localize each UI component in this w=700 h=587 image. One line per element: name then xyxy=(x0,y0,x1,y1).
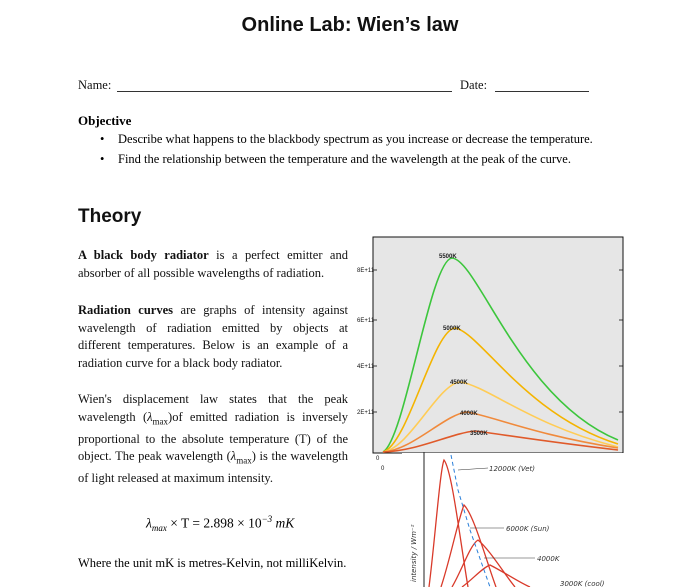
paragraph-radiation-curves: Radiation curves are graphs of intensity against wavelength of radiation emitted by objects at different temperatures. Below is an example of a radiation curve for a black body radiator. xyxy=(78,303,348,370)
sketch-annotation: 12000K (Vet) xyxy=(489,465,535,473)
paragraph-black-body: A black body radiator is a perfect emitter and absorber of all possible wavelengths of radiation. xyxy=(78,248,348,280)
paragraph-wiens-law: Wien's displacement law states that the peak wavelength $(\lambda_{max})of$ emitted radiation is inversely proportional to the absolute temperature (T) of the object. The peak wavelength $(\lambda_{max})$ is the wavelength of light released at maximum intensity. xyxy=(78,392,348,485)
name-label: Name: xyxy=(78,78,112,92)
y-tick-label: 2E+11 xyxy=(357,410,375,416)
curve-label: 4500K xyxy=(450,380,468,386)
sketch-annotation: 4000K xyxy=(537,555,560,563)
objective-item: • Find the relationship between the temperature and the wavelength at the peak of the curve. xyxy=(100,151,620,168)
curve-label: 5500K xyxy=(439,254,457,260)
sketch-annotation: 3000K (cool) xyxy=(560,580,605,587)
x-tick-label: 0 xyxy=(381,466,385,472)
term-radiation-curves: Radiation curves xyxy=(78,303,174,317)
curve-label: 4000K xyxy=(460,411,478,417)
page-title: Online Lab: Wien’s law xyxy=(241,14,459,36)
y-tick-label: 0 xyxy=(376,456,380,462)
y-tick-label: 4E+11 xyxy=(357,364,375,370)
y-tick-label: 8E+11 xyxy=(357,268,375,274)
objective-heading: Objective xyxy=(78,113,132,128)
sketch-annotation: 6000K (Sun) xyxy=(506,525,550,533)
theory-heading: Theory xyxy=(78,206,142,227)
sketch-y-label: intensity / Wm⁻² xyxy=(410,524,418,582)
term-black-body: A black body radiator xyxy=(78,248,209,262)
curve-label: 5000K xyxy=(443,326,461,332)
curve-label: 3500K xyxy=(470,431,488,437)
date-label: Date: xyxy=(460,78,488,92)
unit-footnote: Where the unit mK is metres-Kelvin, not milliKelvin. xyxy=(78,556,347,570)
wien-formula: $\lambda_{max} \times T = 2.898 \times 10^{-3}$ mK xyxy=(146,514,295,534)
objective-item: • Describe what happens to the blackbody spectrum as you increase or decrease the temperature. xyxy=(100,131,620,148)
y-tick-label: 6E+11 xyxy=(357,318,375,324)
